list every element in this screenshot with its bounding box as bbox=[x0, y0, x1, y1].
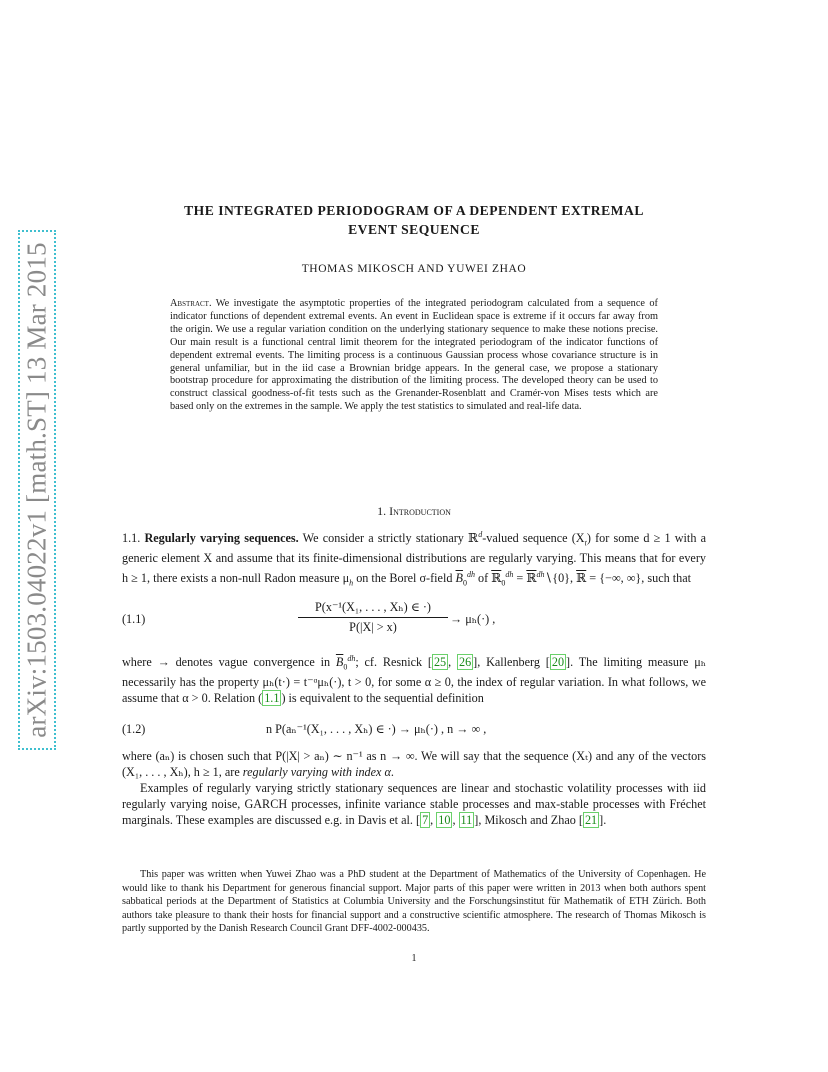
equation-numerator: P(x⁻¹(X₁, . . . , Xₕ) ∈ ·) bbox=[298, 600, 448, 618]
citation-link[interactable]: 25 bbox=[433, 655, 447, 670]
p1-text-f: = bbox=[513, 571, 527, 586]
footnote bbox=[122, 868, 706, 936]
subsection-title: Regularly varying sequences. bbox=[144, 531, 299, 546]
title-line-1: THE INTEGRATED PERIODOGRAM OF A DEPENDENT EXTREMAL bbox=[184, 203, 644, 218]
page-number: 1 bbox=[411, 953, 417, 964]
p1-text-g: ∖{0}, bbox=[544, 571, 577, 586]
p4-text-2: , Mikosch and Zhao bbox=[478, 812, 576, 827]
paragraph-sequence-definition bbox=[122, 749, 706, 781]
p2-text-2: denotes vague convergence in bbox=[175, 655, 331, 670]
equation-body: n P(aₙ⁻¹(X₁, . . . , Xₕ) ∈ ·) → μₕ(·) , n → ∞ , bbox=[266, 722, 487, 736]
paper-title bbox=[140, 201, 688, 239]
p3-text-1: where (aₙ) is chosen such that P(|X| > aₙ) ∼ n⁻¹ as n → ∞. We will say that the sequence (Xₜ) and any of the vectors (X₁, . . . , Xₕ), h ≥ 1, are bbox=[122, 749, 706, 779]
p3-emphasis: regularly varying with index α bbox=[242, 764, 391, 779]
p2-text-4: , Kallenberg bbox=[477, 655, 540, 670]
arxiv-identifier: arXiv:1503.04022v1 [math.ST] 13 Mar 2015 bbox=[21, 242, 52, 738]
p4-text-3: . bbox=[603, 812, 607, 827]
p1-text-h: = {−∞, ∞}, such that bbox=[586, 571, 692, 586]
section-heading: 1. Introduction bbox=[377, 504, 451, 518]
authors: THOMAS MIKOSCH AND YUWEI ZHAO bbox=[301, 263, 527, 275]
p2-text-3: ; cf. Resnick bbox=[355, 655, 423, 670]
p1-text-d: on the Borel σ-field bbox=[353, 571, 456, 586]
equation-denominator: P(|X| > x) bbox=[349, 620, 397, 634]
subsection-number: 1.1. bbox=[122, 531, 141, 546]
equation-number: (1.2) bbox=[122, 722, 146, 736]
p2-text-6: is equivalent to the sequential definition bbox=[288, 691, 484, 706]
p1-text-b: -valued sequence (X bbox=[482, 531, 585, 546]
paragraph-examples: Examples of regularly varying strictly stationary sequences are linear and stochastic volatility processes with iid regularly varying noise, GARCH processes, infinite variance stable processes and max-stable processes with Fréchet marginals. These examples are discussed e.g. in Davis et al. [ 7 , 10 , 11 ], Mikosch and Zhao [ 21 ]. bbox=[122, 781, 706, 827]
equation-number: (1.1) bbox=[122, 612, 146, 626]
citation-link[interactable]: 10 bbox=[438, 812, 451, 827]
equation-fraction bbox=[298, 600, 448, 635]
p2-text-1: where bbox=[122, 655, 152, 670]
equation-1-1 bbox=[122, 600, 706, 640]
paragraph-regularly-varying: 1.1. Regularly varying sequences. We consider a strictly stationary ℝ$^d$-valued sequence $(X_t)$ for some d ≥ 1 with a generic element X and assume that its finite-dimensional distributions are regularly varying. This means that for every h ≥ 1, there exists a non-null Radon measure $\mu_h$ on the Borel σ-field $\overline{B}_0^{dh}$ of ℝ$_0^{dh}$ = ℝ$^{dh}$∖{0}, ℝ = {−∞, ∞}, such that bbox=[122, 530, 706, 588]
equation-rhs: → μₕ(·) , bbox=[450, 612, 496, 626]
abstract-text: We investigate the asymptotic properties of the integrated periodogram calculated from a sequence of indicator functions of dependent extremal events. An event in Euclidean space is extreme if it occurs far away from the origin. We use a regular variation condition on the underlying stationary sequence to make these notions precise. Our main result is a functional central limit theorem for the integrated periodogram of the indicator functions of dependent extremal events. The limiting process is a continuous Gaussian process whose covariance structure is in general unfamiliar, but in the iid case a Brownian bridge appears. In the general case, we propose a stationary bootstrap procedure for approximating the distribution of the limiting process. The developed theory can be used to construct classical goodness-of-fit tests such as the Grenander-Rosenblatt and Cramér-von Mises tests which are based only on the extremes in the sample. We apply the test statistics to simulated and real-life data. bbox=[170, 298, 658, 413]
footnote-text: This paper was written when Yuwei Zhao was a PhD student at the Department of Mathematics of the University of Copenhagen. He would like to thank his Department for generous financial support. Major parts of this paper were written in 2013 when both authors spent sabbatical periods at the Department of Statistics at Columbia University and the Forschungsinstitut für Mathematik of ETH Zürich. Both authors take pleasure to thank their hosts for financial support and a constructive scientific atmosphere. The research of Thomas Mikosch is partly supported by the Danish Research Council Grant DFF-4002-000435. bbox=[122, 869, 706, 935]
equation-ref-link[interactable]: 1.1 bbox=[264, 691, 280, 706]
p1-text-a: We consider a strictly stationary ℝ bbox=[302, 531, 479, 546]
citation-link[interactable]: 20 bbox=[551, 655, 565, 670]
citation-link[interactable]: 26 bbox=[458, 655, 472, 670]
citation-link[interactable]: 11 bbox=[460, 812, 473, 827]
citation-link[interactable]: 7 bbox=[422, 812, 429, 827]
p3-text-2: . bbox=[390, 764, 394, 779]
paragraph-vague-convergence: where → denotes vague convergence in $\overline{B}_0^{dh}$; cf. Resnick [ 25 , 26 ], Kallenberg [ 20 ]. The limiting measure μₕ necessarily has the property μₕ(t·) = t⁻ᵅμₕ(·), t > 0, for some α ≥ 0, the index of regular variation. In what follows, we assume that α > 0. Relation ( 1.1 ) is equivalent to the sequential definition bbox=[122, 654, 707, 706]
citation-link[interactable]: 21 bbox=[584, 812, 598, 827]
vague-arrow-symbol: → bbox=[157, 655, 170, 670]
p1-text-c: ) for some d ≥ 1 with a generic element X and assume that its finite-dimensional distributions are regularly varying. This means that for every h ≥ 1, there exists a non-null Radon measure μ bbox=[122, 531, 706, 586]
abstract bbox=[170, 298, 658, 414]
p1-text-e: of bbox=[474, 571, 492, 586]
title-line-2: EVENT SEQUENCE bbox=[348, 222, 480, 237]
p2-text-5: . The limiting measure μₕ necessarily has the property μₕ(t·) = t⁻ᵅμₕ(·), t > 0, for some α ≥ 0, the index of regular variation. In what follows, we assume that α > 0. Relation bbox=[122, 655, 707, 706]
abstract-label: Abstract. bbox=[170, 298, 212, 309]
p4-text-1: Examples of regularly varying strictly stationary sequences are linear and stochastic volatility processes with iid regularly varying noise, GARCH processes, infinite variance stable processes and max-stable processes with Fréchet marginals. These examples are discussed e.g. in Davis et al. bbox=[122, 781, 706, 827]
